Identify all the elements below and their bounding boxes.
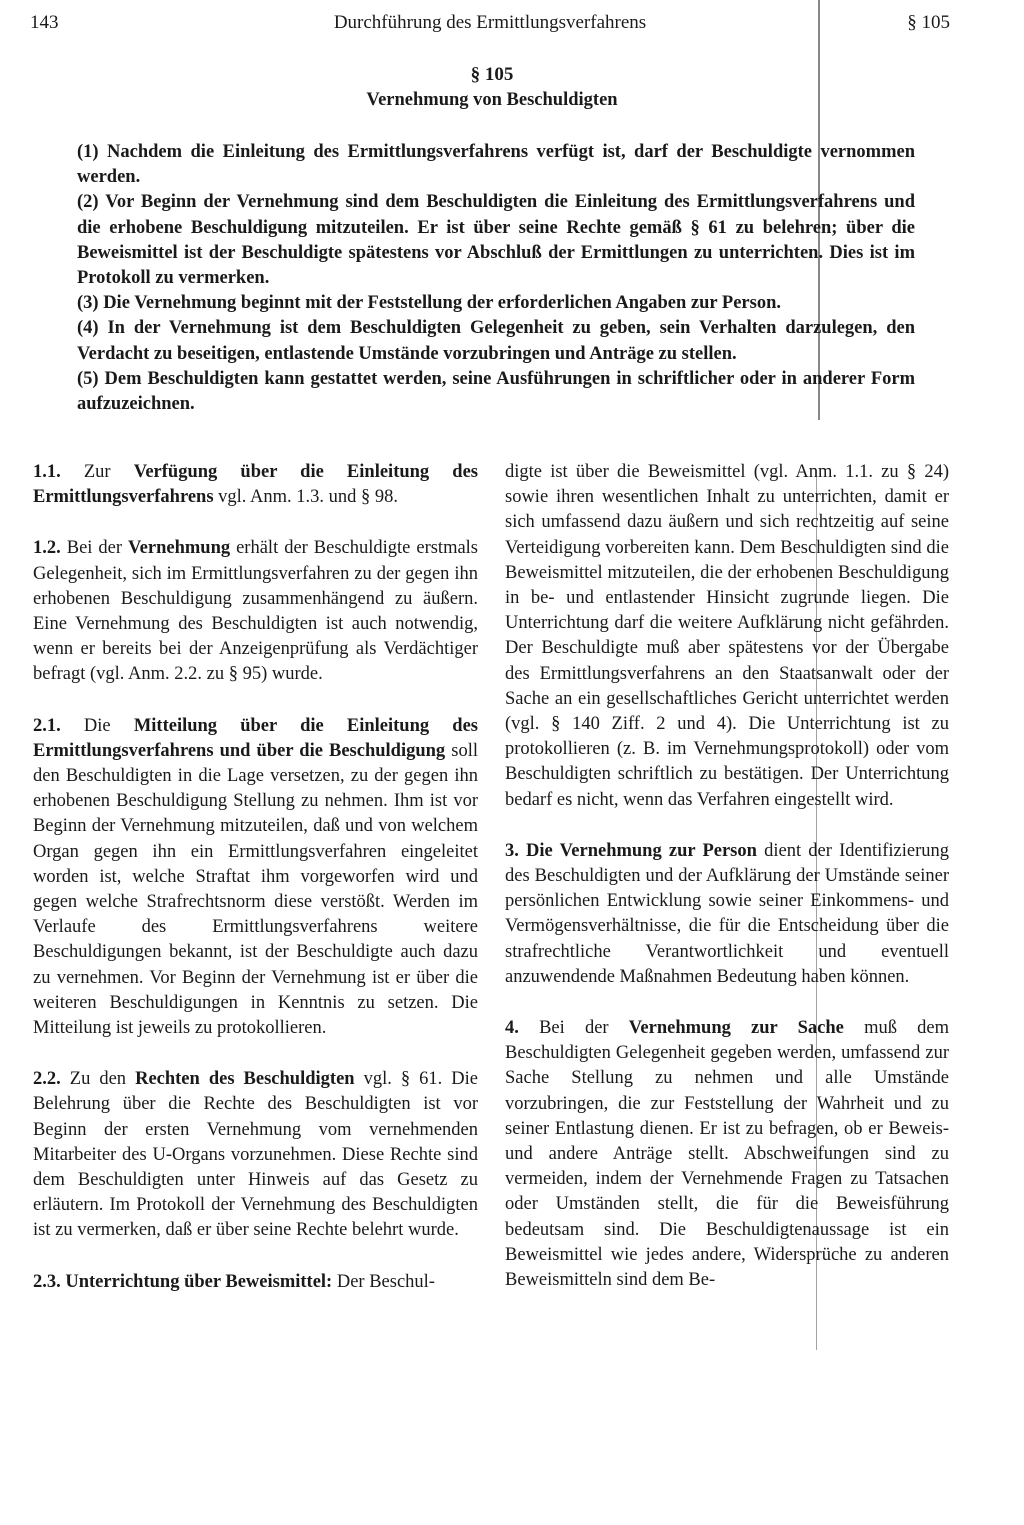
note-text: dient der Identifizierung des Beschuldigten und der Aufklärung der Umstände seiner persönlichen Entwicklung sowie seiner Einkommens- und Vermögensverhältnisse, die für die Entscheidung über die strafrechtliche Verantwortlichkeit und eventuell anzuwendende Maßnahmen Bedeutung haben können.: [505, 840, 949, 987]
note-text: Zu den: [60, 1069, 136, 1090]
note-text: Zur: [60, 462, 134, 482]
note-text: Die: [60, 715, 134, 736]
running-title: Durchführung des Ermittlungsverfahrens: [333, 12, 647, 33]
note-text: Bei der: [518, 1018, 629, 1039]
statute-text: [77, 140, 915, 417]
paragraph-5: (5) Dem Beschuldigten kann gestattet werden, seine Ausführungen in schriftlicher oder in anderer Form aufzuzeichnen.: [77, 368, 915, 415]
note-4: [505, 1016, 949, 1293]
note-2-1: [33, 714, 478, 1042]
note-text: vgl. § 61. Die Belehrung über die Rechte des Beschuldigten ist vor Beginn der ersten Vernehmung vom vernehmenden Mitarbeiter des U-Organs vorzunehmen. Diese Rechte sind dem Beschuldigten unter Hinweis auf das Gesetz zu erläutern. Im Protokoll der Vernehmung des Beschuldigten ist zu vermerken, daß er über seine Rechte belehrt wurde.: [33, 1069, 479, 1241]
section-number: § 105: [470, 64, 514, 85]
note-text: erhält der Beschuldigte erstmals Gelegenheit, sich im Ermittlungsverfahren zu der gegen ihn erhobenen Beschuldigung zusammenhängend zu äußern. Eine Vernehmung des Beschuldigten ist auch notwendig, wenn er bereits bei der Anzeigenprüfung als Verdächtiger befragt (vgl. Anm. 2.2. zu § 95) wurde.: [33, 538, 479, 685]
paragraph-4: (4) In der Vernehmung ist dem Beschuldigten Gelegenheit zu geben, sein Verhalten darzulegen, den Verdacht zu beseitigen, entlastende Umstände vorzubringen und Anträge zu stellen.: [77, 318, 915, 364]
note-keyword: Verfügung über die Einleitung des Ermittlungsverfahrens: [33, 462, 478, 508]
paragraph-2: (2) Vor Beginn der Vernehmung sind dem Beschuldigten die Einleitung des Ermittlungsverfahrens und die erhobene Beschuldigung mitzuteilen. Er ist über seine Rechte gemäß § 61 zu belehren; über die Beweismittel ist der Beschuldigte spätestens vor Abschluß der Ermittlungen zu unterrichten. Dies ist im Protokoll zu vermerken.: [77, 192, 915, 289]
note-label: 2.2.: [33, 1069, 61, 1090]
note-label: 2.1.: [33, 715, 61, 736]
note-text: muß dem Beschuldigten Gelegenheit gegeben werden, umfassend zur Sache Stellung zu nehmen und alle Umstände vorzubringen, die zur Feststellung der Wahrheit und zu seiner Entlastung dienen. Er ist zu befragen, ob er Beweis- und andere Anträge stellt. Abschweifungen sind zu vermeiden, indem der Vernehmende Fragen zu Tatsachen oder Umständen stellt, die für die Beweisführung bedeutsam sind. Die Beschuldigtenaussage ist ein Beweismittel wie jedes andere, Widersprüche zu anderen Beweismitteln sind dem Be-: [505, 1018, 949, 1291]
note-keyword: Rechten des Beschuldigten: [135, 1069, 355, 1090]
paragraph-1: (1) Nachdem die Einleitung des Ermittlungsverfahrens verfügt ist, darf der Beschuldigte vernommen werden.: [77, 142, 915, 188]
section-title: Vernehmung von Beschuldigten: [366, 90, 618, 110]
note-label: 2.3.: [33, 1271, 61, 1292]
note-keyword: Mitteilung über die Einleitung des Ermittlungsverfahrens und über die Beschuldigung: [33, 715, 478, 761]
note-1-1: [33, 460, 478, 510]
note-label: 4.: [505, 1018, 519, 1039]
note-label: 1.2.: [33, 538, 61, 559]
note-keyword: Vernehmung zur Sache: [628, 1018, 844, 1039]
note-text: vgl. Anm. 1.3. und § 98.: [213, 487, 399, 508]
note-2-3: [33, 1270, 478, 1295]
note-keyword: Vernehmung: [128, 538, 231, 559]
page-header: [30, 12, 950, 42]
note-keyword: Unterrichtung über Beweismittel:: [60, 1271, 333, 1292]
note-text: Der Beschul-: [332, 1271, 435, 1292]
note-2-3-continued: digte ist über die Beweismittel (vgl. Anm. 1.1. zu § 24) sowie ihren wesentlichen Inhalt zu unterrichten, damit er sich umfassend dazu äußern und sich rechtzeitig auf seine Verteidigung vorbereiten kann. Dem Beschuldigten sind die Beweismittel mitzuteilen, die der erhobenen Beschuldigung in be- und entlastender Hinsicht zugrunde liegen. Die Unterrichtung darf die weitere Aufklärung nicht gefährden. Der Beschuldigte muß aber spätestens vor der Übergabe des Ermittlungsverfahrens an den Staatsanwalt oder der Sache an ein gesellschaftliches Gericht unterrichtet werden (vgl. § 140 Ziff. 2 und 4). Die Unterrichtung ist zu protokollieren (z. B. im Vernehmungsprotokoll) oder vom Beschuldigten schriftlich zu bestätigen. Der Unterrichtung bedarf es nicht, wenn das Verfahren eingestellt wird.: [505, 462, 949, 810]
page-number: 143: [30, 12, 59, 33]
note-3: [505, 839, 949, 990]
commentary-left-column: [33, 460, 478, 1321]
note-keyword: Die Vernehmung zur Person: [518, 840, 757, 861]
note-2-2: [33, 1067, 478, 1243]
header-section-ref: § 105: [907, 12, 950, 33]
note-label: 1.1.: [33, 462, 61, 482]
note-text: soll den Beschuldigten in die Lage versetzen, zu der gegen ihn erhobenen Beschuldigung Stellung zu nehmen. Ihm ist vor Beginn der Vernehmung mitzuteilen, daß und von welchem Organ gegen ihn ein Ermittlungsverfahren eingeleitet worden ist, welche Straftat ihm vorgeworfen wird und gegen welche Strafrechtsnorm diese verstößt. Werden im Verlaufe des Ermittlungsverfahrens weitere Beschuldigungen bekannt, ist der Beschuldigte auch dazu zu vernehmen. Vor Beginn der Vernehmung ist er über die weiteren Beschuldigungen in Kenntnis zu setzen. Die Mitteilung ist jeweils zu protokollieren.: [33, 740, 478, 1039]
paragraph-3: (3) Die Vernehmung beginnt mit der Feststellung der erforderlichen Angaben zur Person.: [77, 293, 781, 314]
note-1-2: [33, 536, 478, 687]
note-text: Bei der: [60, 538, 128, 559]
commentary-right-column: [505, 460, 949, 1319]
note-label: 3.: [505, 840, 519, 861]
